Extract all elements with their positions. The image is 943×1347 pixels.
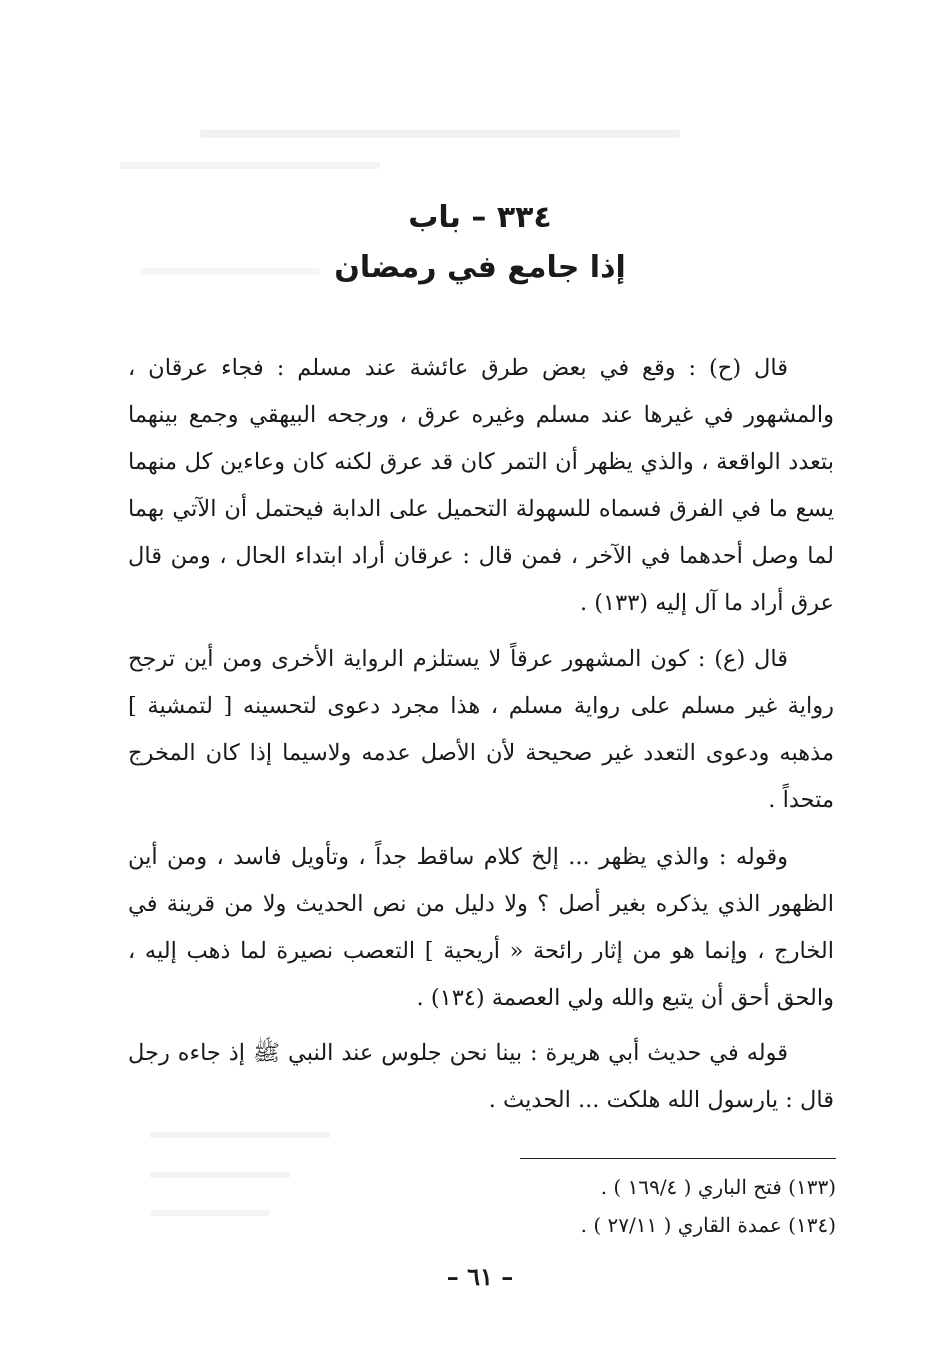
page-number: – ٦١ – [446, 1262, 514, 1291]
bleed-through-mark [150, 1172, 290, 1178]
paragraph-4 [128, 1030, 834, 1124]
paragraph-3-text: وقوله : والذي يظهر ... إلخ كلام ساقط جداً ، وتأويل فاسد ، ومن أين الظهور الذي يذكره بغير أصل ؟ ولا دليل من نص الحديث ولا من قرينة في الخارج ، وإنما هو من إثار رائحة « أريحية ] التعصب نصيرة لما ذهب إليه ، والحق أحق أن يتبع والله ولي العصمة (١٣٤) . [128, 844, 834, 1011]
footnote-133: (١٣٣) فتح الباري ( ١٦٩/٤ ) . [600, 1175, 836, 1199]
paragraph-3 [128, 834, 834, 1022]
bleed-through-mark [120, 162, 380, 169]
paragraph-1-text: قال (ح) : وقع في بعض طرق عائشة عند مسلم : فجاء عرقان ، والمشهور في غيرها عند مسلم وغيره عرق ، ورجحه البيهقي وجمع بينهما بتعدد الواقعة ، والذي يظهر أن التمر كان قد عرق لكنه كان وعاءين كل منهما يسع ما في الفرق فسماه للسهولة التحميل على الدابة فيحتمل أن الآتي بهما لما وصل أحدهما في الآخر ، فمن قال : عرقان أراد ابتداء الحال ، ومن قال عرق أراد ما آل إليه (١٣٣) . [128, 355, 834, 616]
paragraph-1 [128, 345, 834, 627]
paragraph-2 [128, 636, 834, 824]
paragraph-4-text: قوله في حديث أبي هريرة : بينا نحن جلوس عند النبي ﷺ إذ جاءه رجل قال : يارسول الله هلكت ... الحديث . [128, 1040, 834, 1113]
bleed-through-mark [150, 1132, 330, 1138]
paragraph-2-text: قال (ع) : كون المشهور عرقاً لا يستلزم الرواية الأخرى ومن أين ترجح رواية غير مسلم على رواية مسلم ، هذا مجرد دعوى لتحسينه [ لتمشية ] مذهبه ودعوى التعدد غير صحيحة لأن الأصل عدمه ولاسيما إذا كان المخرج متحداً . [128, 646, 834, 813]
chapter-number: ٣٣٤ – باب [408, 200, 552, 235]
footnote-divider [520, 1158, 836, 1159]
bleed-through-mark [150, 1210, 270, 1216]
chapter-title: إذا جامع في رمضان [334, 250, 626, 285]
footnote-134: (١٣٤) عمدة القاري ( ٢٧/١١ ) . [580, 1213, 836, 1237]
bleed-through-mark [200, 130, 680, 138]
